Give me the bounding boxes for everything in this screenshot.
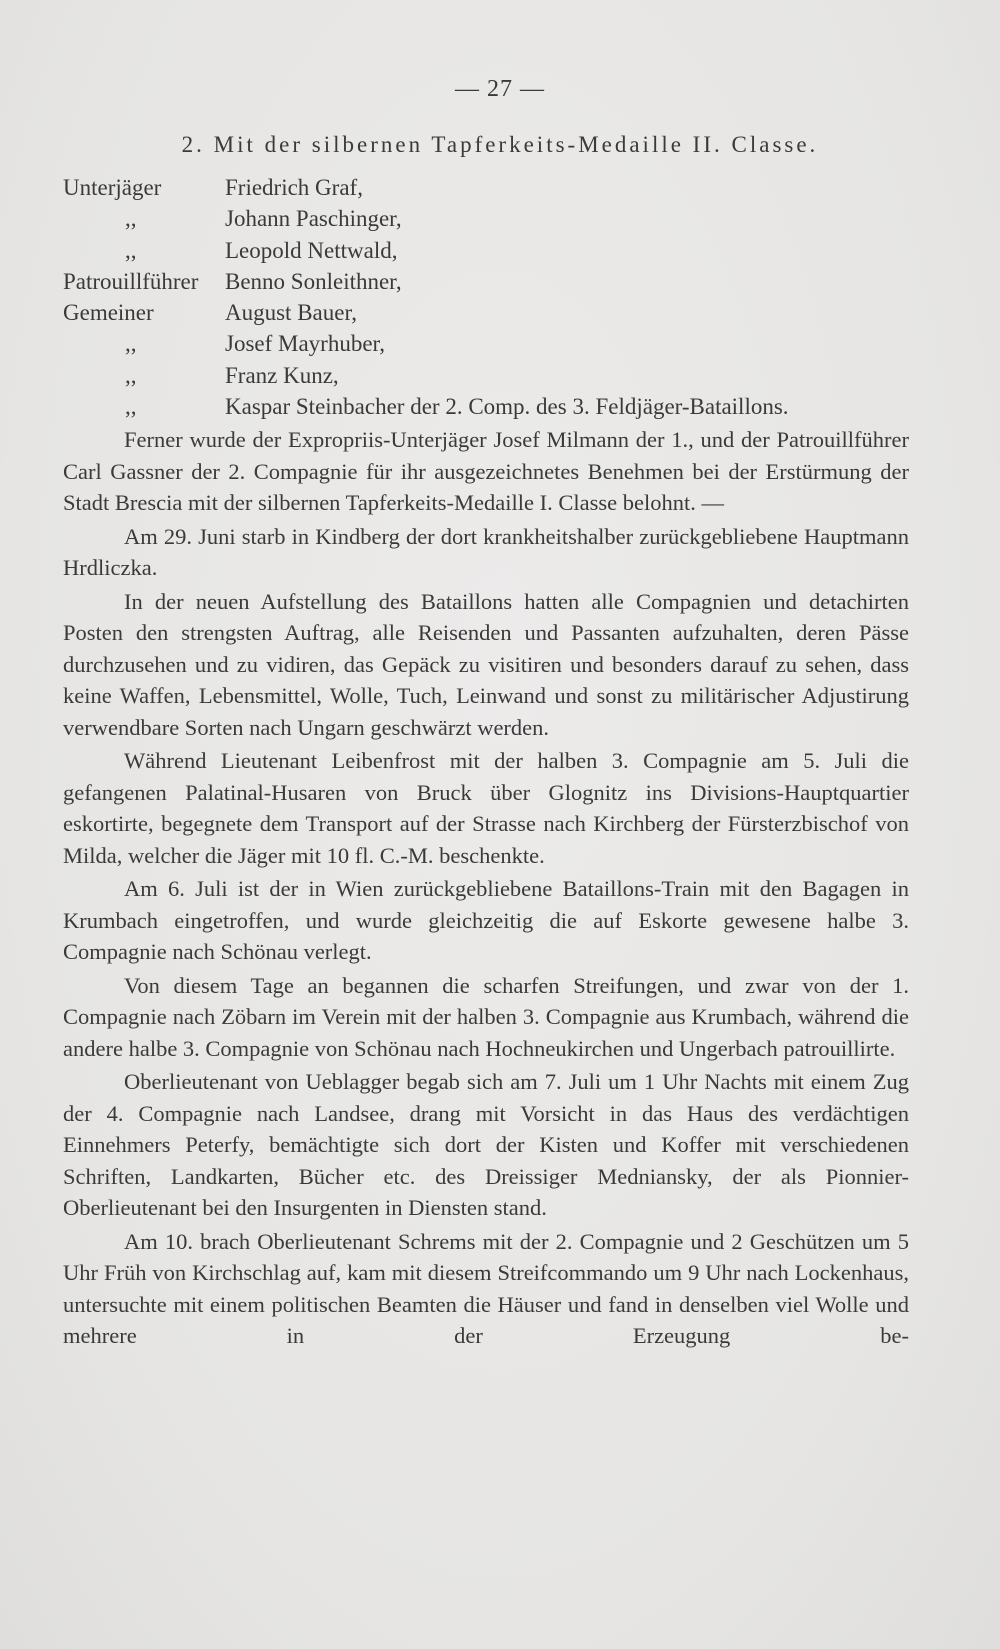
paragraph: Am 10. brach Oberlieutenant Schrems mit der 2. Compagnie und 2 Geschützen um 5 Uhr Früh von Kirchschlag auf, kam mit diesem Streifcommando um 9 Uhr nach Lockenhaus, untersuchte mit einem politischen Beamten die Häuser und fand in denselben viel Wolle und mehrere in der Erzeugung be- — [63, 1228, 909, 1348]
roster-name: Johann Paschinger, — [225, 206, 402, 232]
page-number: — 27 — — [455, 76, 545, 102]
roster-rank-ditto: ,, — [125, 394, 137, 420]
award-roster — [63, 172, 923, 422]
roster-row — [63, 360, 923, 391]
roster-rank-ditto: ,, — [125, 206, 137, 232]
roster-name: Friedrich Graf, — [225, 175, 363, 200]
roster-name: Benno Sonleithner, — [225, 268, 402, 294]
paragraph: Ferner wurde der Expropriis-Unterjäger Josef Milmann der 1., und der Patrouillführer Carl Gassner der 2. Compagnie für ihr ausgezeichnetes Benehmen bei der Erstürmung der Stadt Brescia mit der silbernen Tapferkeits-Medaille I. Classe belohnt. — — [63, 427, 909, 515]
roster-name: Josef Mayrhuber, — [225, 331, 386, 357]
roster-name: August Bauer, — [225, 300, 357, 326]
paragraph: In der neuen Aufstellung des Bataillons hatten alle Compagnien und detachirten Posten den strengsten Auftrag, alle Reisenden und Passanten aufzuhalten, deren Pässe durchzusehen und zu vidiren, das Gepäck zu visitiren und besonders darauf zu sehen, dass keine Waffen, Lebensmittel, Wolle, Tuch, Leinwand und sonst zu militärischer Adjustirung verwendbare Sorten nach Ungarn geschwärzt werden. — [63, 588, 909, 740]
roster-rank: Patrouillführer — [63, 268, 199, 294]
paragraph: Am 6. Juli ist der in Wien zurückgebliebene Bataillons-Train mit den Bagagen in Krumbach eingetroffen, und wurde gleichzeitig die auf Eskorte gewesene halbe 3. Compagnie nach Schönau verlegt. — [63, 876, 909, 964]
roster-row — [63, 172, 923, 203]
roster-name: Leopold Nettwald, — [225, 237, 398, 263]
section-heading: 2. Mit der silbernen Tapferkeits-Medaille II. Classe. — [181, 132, 819, 157]
roster-name: Franz Kunz, — [225, 362, 339, 388]
roster-row — [63, 203, 923, 234]
roster-row — [63, 391, 923, 422]
roster-row — [63, 297, 923, 328]
roster-row — [63, 328, 923, 359]
paragraph: Während Lieutenant Leibenfrost mit der halben 3. Compagnie am 5. Juli die gefangenen Palatinal-Husaren von Bruck über Glognitz ins Divisions-Hauptquartier eskortirte, begegnete dem Transport auf der Strasse nach Kirchberg der Fürsterzbischof von Milda, welcher die Jäger mit 10 fl. C.-M. beschenkte. — [63, 748, 909, 868]
body-text — [63, 424, 909, 1352]
roster-row — [63, 266, 923, 297]
paragraph: Am 29. Juni starb in Kindberg der dort krankheitshalber zurückgebliebene Hauptmann Hrdliczka. — [63, 523, 909, 580]
paragraph: Von diesem Tage an begannen die scharfen Streifungen, und zwar von der 1. Compagnie nach Zöbarn im Verein mit der halben 3. Compagnie aus Krumbach, während die andere halbe 3. Compagnie von Schönau nach Hochneukirchen und Ungerbach patrouillirte. — [63, 972, 909, 1061]
roster-rank-ditto: ,, — [125, 237, 137, 263]
roster-row — [63, 235, 923, 266]
roster-rank: Unterjäger — [63, 175, 162, 200]
roster-rank-ditto: ,, — [125, 331, 137, 357]
roster-name: Kaspar Steinbacher der 2. Comp. des 3. Feldjäger-Bataillons. — [225, 394, 789, 420]
roster-rank-ditto: ,, — [125, 362, 137, 388]
roster-rank: Gemeiner — [63, 300, 154, 326]
paragraph: Oberlieutenant von Ueblagger begab sich am 7. Juli um 1 Uhr Nachts mit einem Zug der 4. Compagnie nach Landsee, drang mit Vorsicht in das Haus des verdächtigen Einnehmers Peterfy, bemächtigte sich dort der Kisten und Koffer mit verschiedenen Schriften, Landkarten, Bücher etc. des Dreissiger Medniansky, der als Pionnier-Oberlieutenant bei den Insurgenten in Diensten stand. — [63, 1069, 909, 1220]
